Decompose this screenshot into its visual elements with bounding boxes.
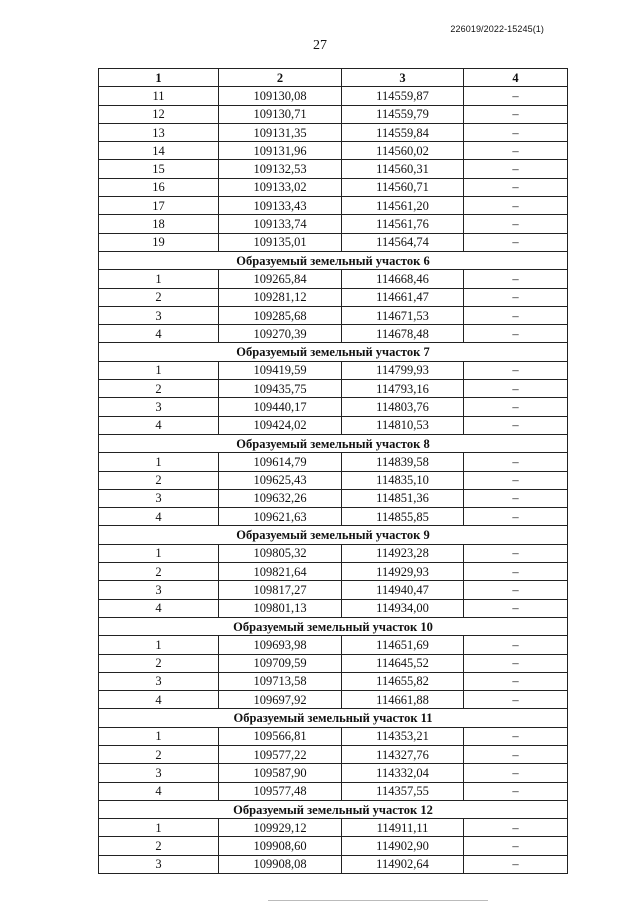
section-title: Образуемый земельный участок 6 [99, 251, 568, 269]
point-number: 16 [99, 178, 219, 196]
point-number: 2 [99, 837, 219, 855]
section-heading-row [99, 251, 568, 269]
y-coordinate: 114561,76 [342, 215, 464, 233]
table-row [99, 672, 568, 690]
column-header: 2 [219, 69, 342, 87]
table-row [99, 489, 568, 507]
x-coordinate: 109821,64 [219, 563, 342, 581]
note-dash: – [464, 691, 568, 709]
x-coordinate: 109133,43 [219, 197, 342, 215]
table-row [99, 837, 568, 855]
table-row [99, 160, 568, 178]
x-coordinate: 109625,43 [219, 471, 342, 489]
note-dash: – [464, 288, 568, 306]
point-number: 19 [99, 233, 219, 251]
coordinates-table [98, 68, 568, 874]
table-row [99, 380, 568, 398]
note-dash: – [464, 819, 568, 837]
point-number: 4 [99, 325, 219, 343]
section-title: Образуемый земельный участок 12 [99, 800, 568, 818]
point-number: 18 [99, 215, 219, 233]
y-coordinate: 114560,71 [342, 178, 464, 196]
note-dash: – [464, 471, 568, 489]
x-coordinate: 109709,59 [219, 654, 342, 672]
point-number: 13 [99, 123, 219, 141]
x-coordinate: 109130,08 [219, 87, 342, 105]
point-number: 1 [99, 361, 219, 379]
table-row [99, 87, 568, 105]
y-coordinate: 114668,46 [342, 270, 464, 288]
point-number: 2 [99, 563, 219, 581]
note-dash: – [464, 160, 568, 178]
table-body [99, 87, 568, 874]
note-dash: – [464, 654, 568, 672]
y-coordinate: 114661,88 [342, 691, 464, 709]
point-number: 4 [99, 782, 219, 800]
x-coordinate: 109435,75 [219, 380, 342, 398]
point-number: 3 [99, 855, 219, 873]
section-heading-row [99, 800, 568, 818]
note-dash: – [464, 489, 568, 507]
point-number: 3 [99, 764, 219, 782]
y-coordinate: 114651,69 [342, 636, 464, 654]
column-header: 1 [99, 69, 219, 87]
y-coordinate: 114327,76 [342, 745, 464, 763]
y-coordinate: 114564,74 [342, 233, 464, 251]
section-heading-row [99, 526, 568, 544]
table-row [99, 306, 568, 324]
table-row [99, 288, 568, 306]
x-coordinate: 109131,35 [219, 123, 342, 141]
y-coordinate: 114353,21 [342, 727, 464, 745]
x-coordinate: 109566,81 [219, 727, 342, 745]
point-number: 1 [99, 453, 219, 471]
point-number: 2 [99, 471, 219, 489]
note-dash: – [464, 837, 568, 855]
y-coordinate: 114839,58 [342, 453, 464, 471]
column-header: 4 [464, 69, 568, 87]
section-heading-row [99, 343, 568, 361]
point-number: 1 [99, 819, 219, 837]
section-title: Образуемый земельный участок 8 [99, 434, 568, 452]
x-coordinate: 109132,53 [219, 160, 342, 178]
x-coordinate: 109929,12 [219, 819, 342, 837]
table-row [99, 654, 568, 672]
point-number: 4 [99, 416, 219, 434]
y-coordinate: 114902,64 [342, 855, 464, 873]
point-number: 2 [99, 654, 219, 672]
table-row [99, 361, 568, 379]
x-coordinate: 109270,39 [219, 325, 342, 343]
note-dash: – [464, 123, 568, 141]
x-coordinate: 109130,71 [219, 105, 342, 123]
section-title: Образуемый земельный участок 9 [99, 526, 568, 544]
x-coordinate: 109577,22 [219, 745, 342, 763]
note-dash: – [464, 672, 568, 690]
table-row [99, 599, 568, 617]
x-coordinate: 109908,60 [219, 837, 342, 855]
x-coordinate: 109265,84 [219, 270, 342, 288]
table-row [99, 508, 568, 526]
table-row [99, 270, 568, 288]
note-dash: – [464, 197, 568, 215]
point-number: 4 [99, 691, 219, 709]
x-coordinate: 109713,58 [219, 672, 342, 690]
point-number: 4 [99, 599, 219, 617]
x-coordinate: 109614,79 [219, 453, 342, 471]
table-row [99, 471, 568, 489]
table-row [99, 544, 568, 562]
note-dash: – [464, 453, 568, 471]
note-dash: – [464, 745, 568, 763]
y-coordinate: 114678,48 [342, 325, 464, 343]
point-number: 14 [99, 142, 219, 160]
x-coordinate: 109135,01 [219, 233, 342, 251]
x-coordinate: 109693,98 [219, 636, 342, 654]
y-coordinate: 114855,85 [342, 508, 464, 526]
table-row [99, 197, 568, 215]
table-row [99, 581, 568, 599]
table-row [99, 727, 568, 745]
table-row [99, 325, 568, 343]
y-coordinate: 114940,47 [342, 581, 464, 599]
table-row [99, 142, 568, 160]
table-row [99, 416, 568, 434]
x-coordinate: 109440,17 [219, 398, 342, 416]
point-number: 3 [99, 306, 219, 324]
y-coordinate: 114810,53 [342, 416, 464, 434]
y-coordinate: 114911,11 [342, 819, 464, 837]
table-row [99, 691, 568, 709]
y-coordinate: 114559,87 [342, 87, 464, 105]
x-coordinate: 109131,96 [219, 142, 342, 160]
point-number: 3 [99, 672, 219, 690]
note-dash: – [464, 416, 568, 434]
table-row [99, 764, 568, 782]
x-coordinate: 109805,32 [219, 544, 342, 562]
x-coordinate: 109817,27 [219, 581, 342, 599]
y-coordinate: 114559,79 [342, 105, 464, 123]
point-number: 2 [99, 380, 219, 398]
column-header: 3 [342, 69, 464, 87]
point-number: 2 [99, 288, 219, 306]
table-row [99, 782, 568, 800]
y-coordinate: 114332,04 [342, 764, 464, 782]
note-dash: – [464, 215, 568, 233]
note-dash: – [464, 636, 568, 654]
y-coordinate: 114559,84 [342, 123, 464, 141]
x-coordinate: 109424,02 [219, 416, 342, 434]
note-dash: – [464, 361, 568, 379]
y-coordinate: 114357,55 [342, 782, 464, 800]
x-coordinate: 109801,13 [219, 599, 342, 617]
note-dash: – [464, 782, 568, 800]
x-coordinate: 109697,92 [219, 691, 342, 709]
note-dash: – [464, 105, 568, 123]
y-coordinate: 114835,10 [342, 471, 464, 489]
page-edge-line [268, 900, 488, 901]
point-number: 3 [99, 489, 219, 507]
y-coordinate: 114793,16 [342, 380, 464, 398]
note-dash: – [464, 270, 568, 288]
note-dash: – [464, 142, 568, 160]
x-coordinate: 109281,12 [219, 288, 342, 306]
section-title: Образуемый земельный участок 7 [99, 343, 568, 361]
y-coordinate: 114803,76 [342, 398, 464, 416]
note-dash: – [464, 178, 568, 196]
table-header-row [99, 69, 568, 87]
y-coordinate: 114923,28 [342, 544, 464, 562]
y-coordinate: 114799,93 [342, 361, 464, 379]
note-dash: – [464, 581, 568, 599]
table-row [99, 855, 568, 873]
y-coordinate: 114851,36 [342, 489, 464, 507]
table-row [99, 398, 568, 416]
x-coordinate: 109133,74 [219, 215, 342, 233]
table-row [99, 453, 568, 471]
x-coordinate: 109587,90 [219, 764, 342, 782]
note-dash: – [464, 599, 568, 617]
x-coordinate: 109133,02 [219, 178, 342, 196]
point-number: 17 [99, 197, 219, 215]
point-number: 1 [99, 544, 219, 562]
point-number: 1 [99, 636, 219, 654]
table-row [99, 178, 568, 196]
note-dash: – [464, 544, 568, 562]
point-number: 3 [99, 581, 219, 599]
section-heading-row [99, 709, 568, 727]
note-dash: – [464, 306, 568, 324]
note-dash: – [464, 727, 568, 745]
y-coordinate: 114655,82 [342, 672, 464, 690]
y-coordinate: 114560,02 [342, 142, 464, 160]
x-coordinate: 109419,59 [219, 361, 342, 379]
point-number: 1 [99, 727, 219, 745]
y-coordinate: 114560,31 [342, 160, 464, 178]
point-number: 2 [99, 745, 219, 763]
x-coordinate: 109621,63 [219, 508, 342, 526]
section-heading-row [99, 434, 568, 452]
note-dash: – [464, 764, 568, 782]
table-row [99, 215, 568, 233]
point-number: 15 [99, 160, 219, 178]
y-coordinate: 114645,52 [342, 654, 464, 672]
section-heading-row [99, 617, 568, 635]
y-coordinate: 114661,47 [342, 288, 464, 306]
y-coordinate: 114934,00 [342, 599, 464, 617]
table-row [99, 745, 568, 763]
note-dash: – [464, 563, 568, 581]
table-row [99, 636, 568, 654]
point-number: 12 [99, 105, 219, 123]
note-dash: – [464, 325, 568, 343]
table-row [99, 819, 568, 837]
note-dash: – [464, 87, 568, 105]
table-row [99, 233, 568, 251]
y-coordinate: 114929,93 [342, 563, 464, 581]
x-coordinate: 109285,68 [219, 306, 342, 324]
y-coordinate: 114561,20 [342, 197, 464, 215]
x-coordinate: 109632,26 [219, 489, 342, 507]
note-dash: – [464, 398, 568, 416]
note-dash: – [464, 855, 568, 873]
y-coordinate: 114902,90 [342, 837, 464, 855]
point-number: 3 [99, 398, 219, 416]
note-dash: – [464, 380, 568, 398]
point-number: 1 [99, 270, 219, 288]
x-coordinate: 109577,48 [219, 782, 342, 800]
note-dash: – [464, 233, 568, 251]
section-title: Образуемый земельный участок 10 [99, 617, 568, 635]
section-title: Образуемый земельный участок 11 [99, 709, 568, 727]
point-number: 4 [99, 508, 219, 526]
table-row [99, 563, 568, 581]
point-number: 11 [99, 87, 219, 105]
table-row [99, 105, 568, 123]
table-row [99, 123, 568, 141]
x-coordinate: 109908,08 [219, 855, 342, 873]
page-number: 27 [313, 38, 327, 53]
document-number: 226019/2022-15245(1) [450, 24, 544, 34]
note-dash: – [464, 508, 568, 526]
y-coordinate: 114671,53 [342, 306, 464, 324]
